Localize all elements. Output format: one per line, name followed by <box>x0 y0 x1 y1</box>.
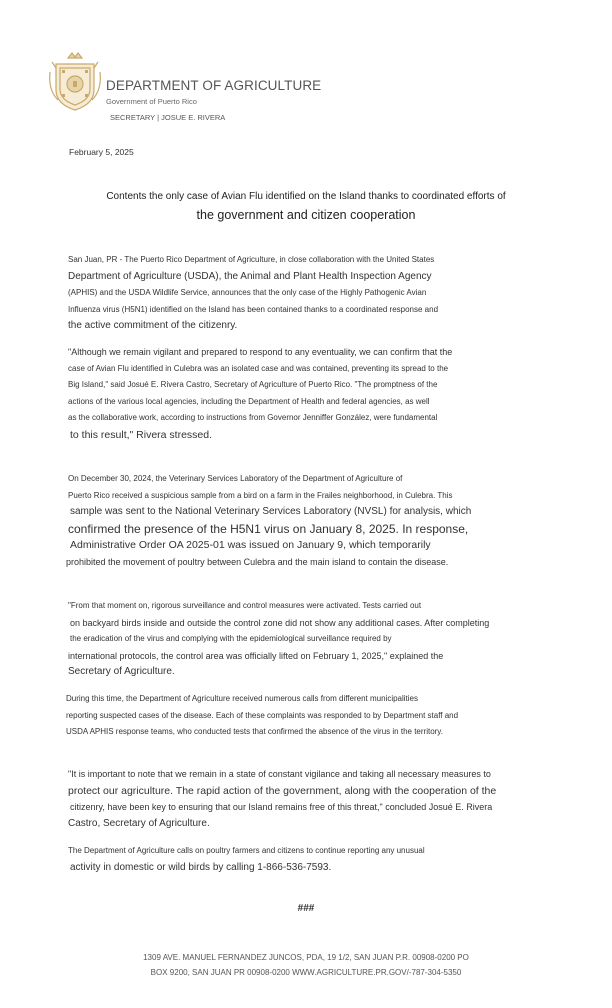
paragraph-line: the active commitment of the citizenry. <box>68 320 238 332</box>
paragraph-line: citizenry, have been key to ensuring that our Island remains free of this threat," concluded Josué E. Rivera <box>70 802 493 813</box>
paragraph-line: to this result," Rivera stressed. <box>70 428 213 441</box>
paragraph-line: "It is important to note that we remain in a state of constant vigilance and taking all necessary measures to <box>68 769 491 779</box>
paragraph-line: actions of the various local agencies, including the Department of Health and federal agencies, as well <box>68 396 430 406</box>
paragraph-line: USDA APHIS response teams, who conducted tests that confirmed the absence of the virus in the territory. <box>66 727 443 737</box>
secretary-line: SECRETARY | JOSUE E. RIVERA <box>110 113 226 122</box>
paragraph-line: sample was sent to the National Veterinary Services Laboratory (NVSL) for analysis, which <box>70 506 472 518</box>
paragraph-line: The Department of Agriculture calls on poultry farmers and citizens to continue reporting any unusual <box>68 846 425 855</box>
paragraph-line: prohibited the movement of poultry between Culebra and the main island to contain the disease. <box>66 556 449 567</box>
footer-address-line-2: BOX 9200, SAN JUAN PR 00908-0200 WWW.AGRICULTURE.PR.GOV/-787-304-5350 <box>150 968 462 977</box>
paragraph-7 <box>68 843 548 876</box>
paragraph-line: (APHIS) and the USDA Wildlife Service, announces that the only case of the Highly Pathogenic Avian <box>68 288 427 298</box>
paragraph-line: reporting suspected cases of the disease. Each of these complaints was responded to by Department staff and <box>66 710 459 720</box>
paragraph-line: activity in domestic or wild birds by calling 1-866-536-7593. <box>70 861 332 873</box>
end-mark: ### <box>297 903 315 914</box>
paragraph-line: Department of Agriculture (USDA), the Animal and Plant Health Inspection Agency <box>68 270 432 282</box>
paragraph-line: Influenza virus (H5N1) identified on the Island has been contained thanks to a coordinated response and <box>68 304 439 314</box>
paragraph-1 <box>68 252 548 335</box>
paragraph-line: "Although we remain vigilant and prepared to respond to any eventuality, we can confirm that the <box>68 347 453 357</box>
paragraph-line: San Juan, PR - The Puerto Rico Department of Agriculture, in close collaboration with the United States <box>68 255 435 264</box>
paragraph-line: Big Island," said Josué E. Rivera Castro, Secretary of Agriculture of Puerto Rico. "The promptness of the <box>68 380 438 390</box>
release-date: February 5, 2025 <box>69 147 134 157</box>
paragraph-3 <box>68 471 548 571</box>
paragraph-line: Castro, Secretary of Agriculture. <box>68 817 210 829</box>
paragraph-line: During this time, the Department of Agriculture received numerous calls from different municipalities <box>66 694 419 703</box>
paragraph-5 <box>68 691 548 741</box>
paragraph-line: Puerto Rico received a suspicious sample from a bird on a farm in the Frailes neighborhood, in Culebra. This <box>68 490 453 500</box>
paragraph-line: protect our agriculture. The rapid action of the government, along with the cooperation of the <box>68 784 497 797</box>
paragraph-line: case of Avian Flu identified in Culebra was an isolated case and was contained, preventing its spread to the <box>68 363 449 373</box>
department-title: DEPARTMENT OF AGRICULTURE <box>106 78 322 93</box>
paragraph-line: On December 30, 2024, the Veterinary Services Laboratory of the Department of Agriculture of <box>68 474 403 483</box>
headline-line-2: the government and citizen cooperation <box>196 208 416 222</box>
footer-address-line-1: 1309 AVE. MANUEL FERNANDEZ JUNCOS, PDA, 19 1/2, SAN JUAN P.R. 00908-0200 PO <box>143 953 469 962</box>
paragraph-line: "From that moment on, rigorous surveillance and control measures were activated. Tests carried out <box>68 601 422 610</box>
government-subtitle: Government of Puerto Rico <box>106 97 197 106</box>
paragraph-line: international protocols, the control area was officially lifted on February 1, 2025," explained the <box>68 650 444 661</box>
paragraph-line: the eradication of the virus and complying with the epidemiological surveillance required by <box>70 634 392 644</box>
headline-line-1: Contents the only case of Avian Flu identified on the Island thanks to coordinated efforts of <box>106 191 506 202</box>
paragraph-line: Secretary of Agriculture. <box>68 666 175 678</box>
paragraph-6 <box>68 766 548 832</box>
paragraph-4 <box>68 598 548 681</box>
puerto-rico-seal-icon <box>46 50 104 114</box>
paragraph-line: confirmed the presence of the H5N1 virus on January 8, 2025. In response, <box>68 521 469 536</box>
paragraph-2 <box>68 344 548 444</box>
paragraph-line: Administrative Order OA 2025-01 was issued on January 9, which temporarily <box>70 539 431 552</box>
paragraph-line: as the collaborative work, according to instructions from Governor Jenniffer González, were fundamental <box>68 413 438 423</box>
paragraph-line: on backyard birds inside and outside the control zone did not show any additional cases. After completing <box>70 617 490 628</box>
